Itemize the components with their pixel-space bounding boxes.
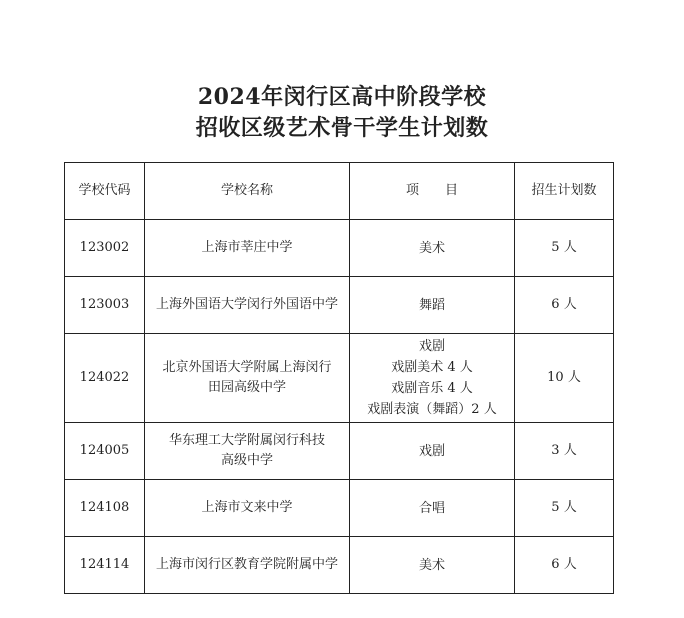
quota-cell: 3 人 <box>515 423 614 480</box>
table-row <box>65 423 614 480</box>
program-line: 戏剧 <box>418 339 445 354</box>
program-cell <box>350 423 515 480</box>
quota-cell: 6 人 <box>515 277 614 334</box>
program-cell <box>350 220 515 277</box>
program-line: 戏剧表演（舞蹈）2 人 <box>367 402 497 417</box>
school-code-cell: 123003 <box>65 277 145 334</box>
table-row <box>65 480 614 537</box>
school-name-line: 华东理工大学附属闵行科技 <box>168 433 325 448</box>
page-title-line-2: 招收区级艺术骨干学生计划数 <box>195 115 489 141</box>
school-name-cell <box>145 537 350 594</box>
program-cell <box>350 537 515 594</box>
quota-cell: 5 人 <box>515 220 614 277</box>
header-program: 项 目 <box>350 163 515 220</box>
enrollment-plan-table <box>64 162 614 594</box>
header-quota: 招生计划数 <box>515 163 614 220</box>
school-name-cell <box>145 334 350 423</box>
school-code-cell: 123002 <box>65 220 145 277</box>
school-name-line: 上海市莘庄中学 <box>201 240 293 255</box>
program-line: 戏剧美术 4 人 <box>391 360 473 375</box>
school-name-cell <box>145 480 350 537</box>
program-cell <box>350 334 515 423</box>
school-name-line: 上海市闵行区教育学院附属中学 <box>155 557 338 572</box>
program-line: 合唱 <box>418 500 445 516</box>
quota-cell: 10 人 <box>515 334 614 423</box>
table-row <box>65 537 614 594</box>
table-header-row <box>65 163 614 220</box>
page-title-line-1: 2024年闵行区高中阶段学校 <box>197 84 487 110</box>
program-line: 美术 <box>418 240 445 256</box>
school-name-cell <box>145 277 350 334</box>
table-row <box>65 277 614 334</box>
school-name-cell <box>145 220 350 277</box>
table-row <box>65 220 614 277</box>
program-line: 戏剧 <box>418 443 445 459</box>
table-row <box>65 334 614 423</box>
program-cell <box>350 277 515 334</box>
school-name-line: 北京外国语大学附属上海闵行 <box>162 360 332 375</box>
header-school-code: 学校代码 <box>65 163 145 220</box>
school-code-cell: 124005 <box>65 423 145 480</box>
program-cell <box>350 480 515 537</box>
school-code-cell: 124108 <box>65 480 145 537</box>
header-school-name: 学校名称 <box>145 163 350 220</box>
school-name-line: 上海市文来中学 <box>201 500 293 515</box>
program-line: 美术 <box>418 557 445 573</box>
program-line: 戏剧音乐 4 人 <box>391 381 473 396</box>
program-line: 舞蹈 <box>418 297 445 313</box>
quota-cell: 5 人 <box>515 480 614 537</box>
school-name-line: 高级中学 <box>220 453 273 468</box>
school-name-line: 上海外国语大学闵行外国语中学 <box>155 297 338 312</box>
school-name-cell <box>145 423 350 480</box>
quota-cell: 6 人 <box>515 537 614 594</box>
school-name-line: 田园高级中学 <box>207 380 286 395</box>
school-code-cell: 124114 <box>65 537 145 594</box>
school-code-cell: 124022 <box>65 334 145 423</box>
